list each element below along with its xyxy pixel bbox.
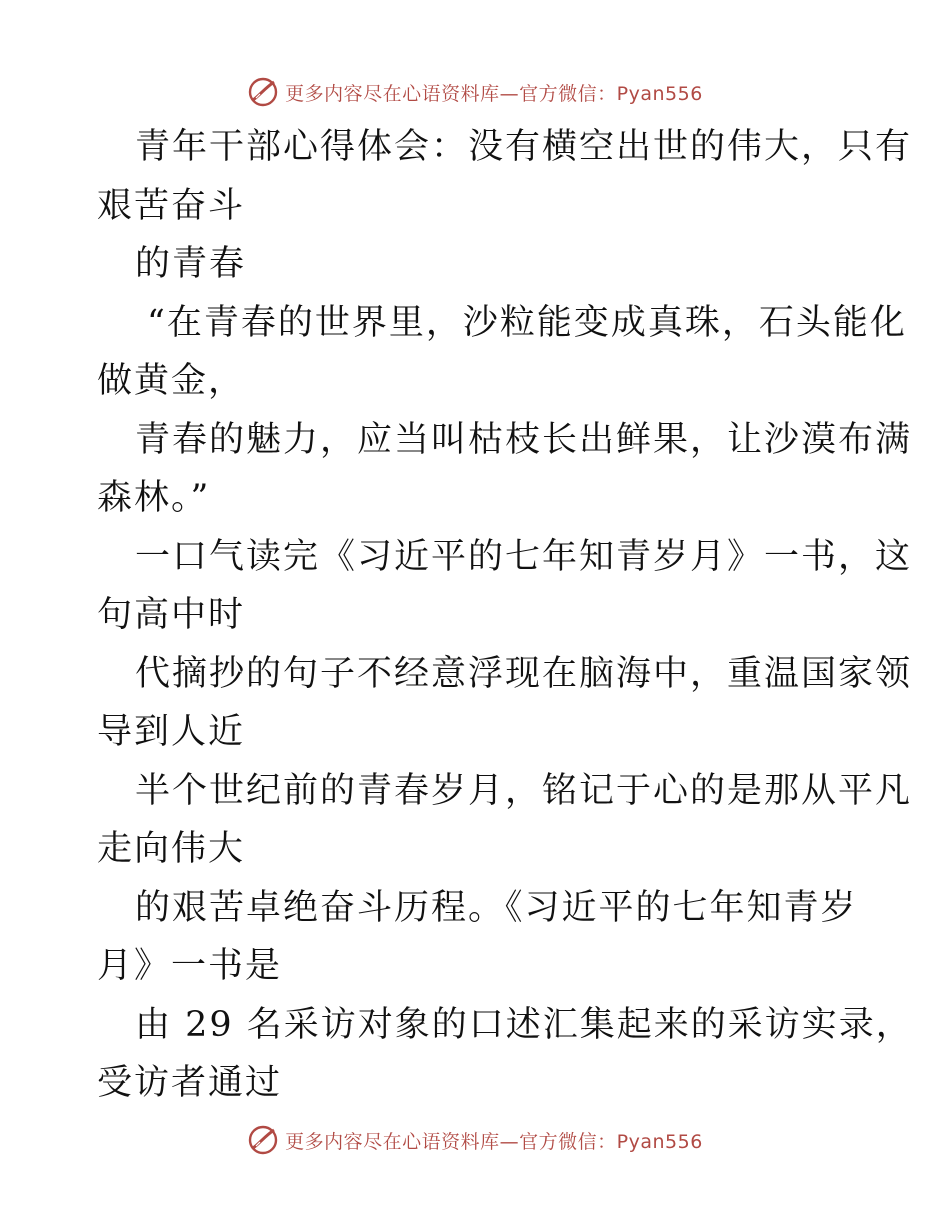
header-watermark-text: 更多内容尽在心语资料库—官方微信：Pyan556 <box>285 82 703 105</box>
text-line: 导到人近 <box>97 712 246 752</box>
footer-watermark <box>0 1120 950 1160</box>
text-line: 受访者通过 <box>97 1063 283 1103</box>
text-line: 句高中时 <box>97 595 246 635</box>
text-line: “在青春的世界里，沙粒能变成真珠，石头能化 <box>147 302 907 343</box>
pen-logo-icon <box>247 1124 279 1156</box>
text-line: 半个世纪前的青春岁月，铭记于心的是那从平凡 <box>135 770 913 811</box>
text-line: 青春的魅力，应当叫枯枝长出鲜果，让沙漠布满 <box>135 419 913 460</box>
pen-logo-icon <box>247 76 279 108</box>
text-line: 青年干部心得体会：没有横空出世的伟大，只有 <box>135 127 913 167</box>
header-watermark <box>0 72 950 112</box>
footer-watermark-text: 更多内容尽在心语资料库—官方微信：Pyan556 <box>285 1130 703 1153</box>
text-line: 的青春 <box>135 244 247 284</box>
text-line: 由 29 名采访对象的口述汇集起来的采访实录， <box>135 1004 913 1045</box>
text-line: 走向伟大 <box>97 829 246 869</box>
text-line: 森林。” <box>97 478 211 518</box>
text-line: 月》一书是 <box>97 946 283 986</box>
text-line: 一口气读完《习近平的七年知青岁月》一书，这 <box>135 536 913 577</box>
text-line: 的艰苦卓绝奋斗历程。《习近平的七年知青岁 <box>135 887 858 928</box>
text-line: 艰苦奋斗 <box>97 185 246 226</box>
text-line: 做黄金， <box>97 361 246 401</box>
text-line: 代摘抄的句子不经意浮现在脑海中，重温国家领 <box>135 653 913 694</box>
document-body <box>97 118 913 1113</box>
